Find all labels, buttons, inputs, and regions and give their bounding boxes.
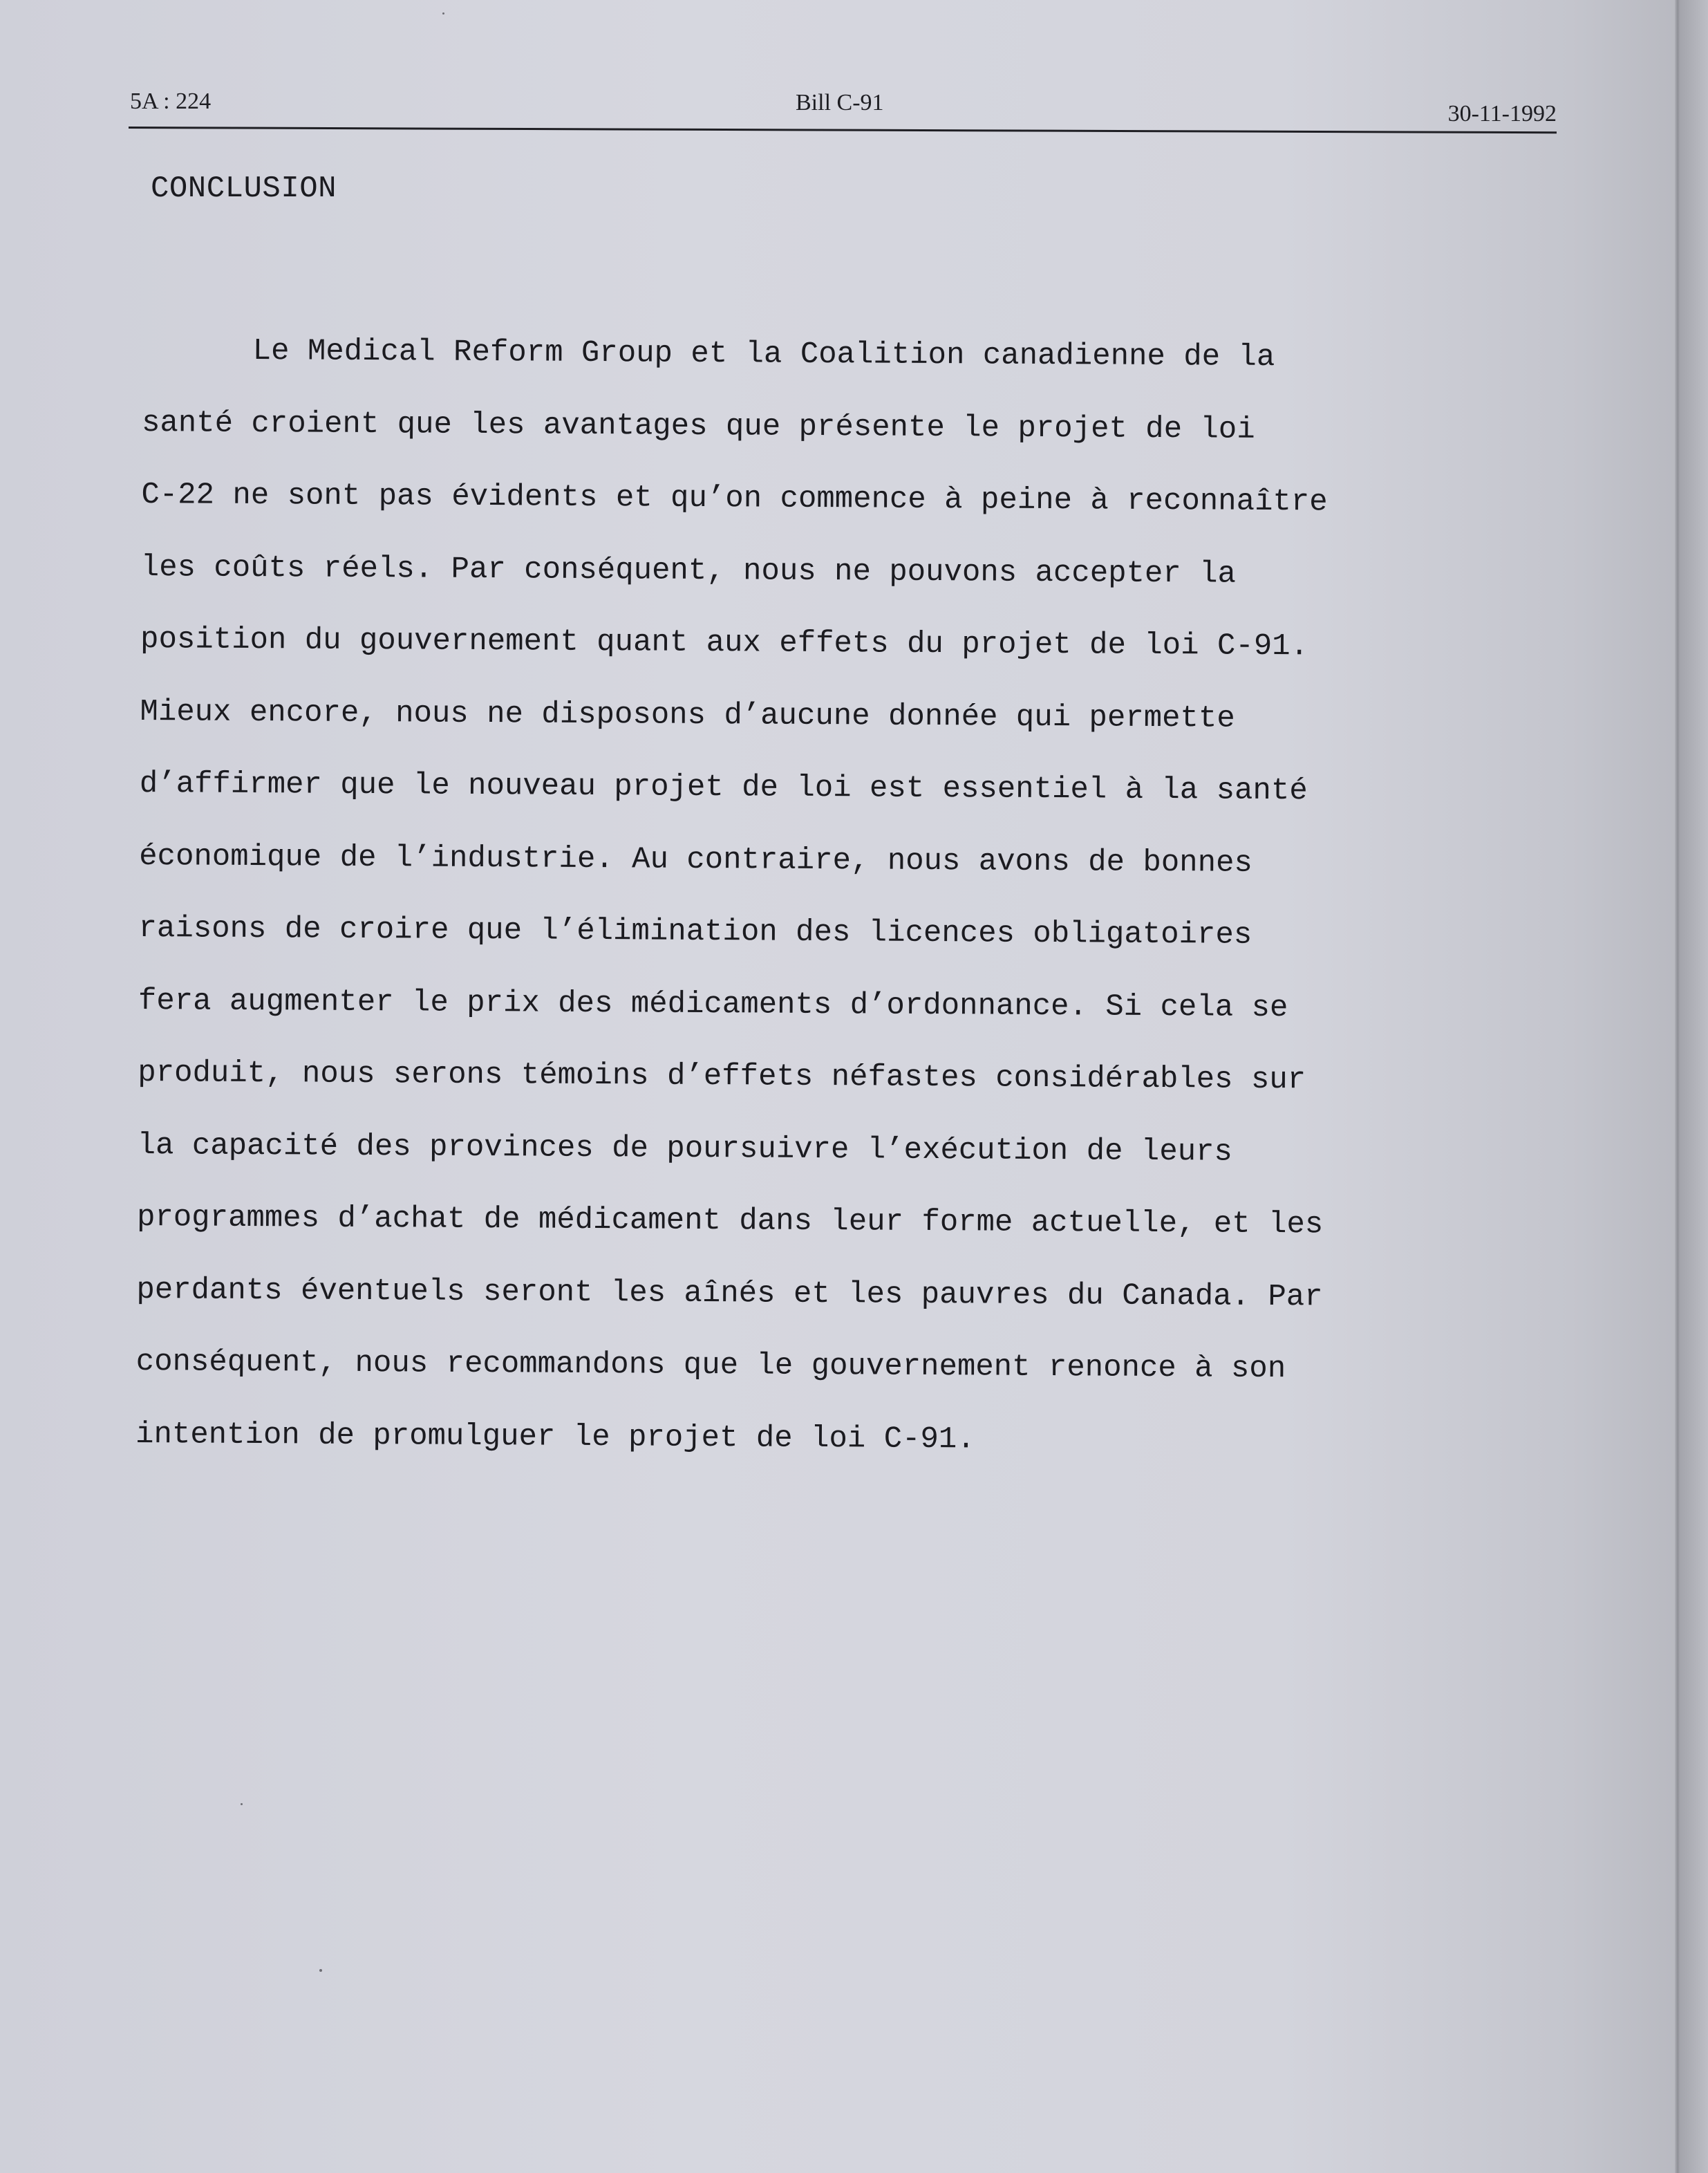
text-line: raisons de croire que l’élimination des licences obligatoires [138, 911, 1252, 953]
page-edge [1675, 0, 1680, 2173]
bill-title: Bill C-91 [796, 90, 884, 115]
show-through-text [135, 183, 1552, 255]
page-shadow [1680, 0, 1708, 2173]
text-line: intention de promulguer le projet de loi C-91. [135, 1417, 975, 1457]
text-line: produit, nous serons témoins d’effets néfastes considérables sur [138, 1055, 1306, 1098]
text-line: programmes d’achat de médicament dans leur forme actuelle, et les [136, 1200, 1324, 1242]
text-line: économique de l’industrie. Au contraire, nous avons de bonnes [139, 839, 1253, 881]
header-rule [129, 127, 1557, 133]
text-line: les coûts réels. Par conséquent, nous ne pouvons accepter la [140, 550, 1237, 592]
header-date: 30-11-1992 [1447, 101, 1557, 127]
page-number: 5A : 224 [130, 88, 212, 114]
section-heading: CONCLUSION [151, 171, 337, 206]
dust-speck [319, 1969, 322, 1972]
body-paragraph [135, 315, 1525, 1479]
text-line: la capacité des provinces de poursuivre l’exécution de leurs [137, 1128, 1233, 1170]
text-line: position du gouvernement quant aux effets du projet de loi C-91. [140, 622, 1309, 664]
text-line: Mieux encore, nous ne disposons d’aucune donnée qui permette [140, 694, 1235, 736]
dust-speck [442, 12, 444, 15]
page-header [129, 76, 1557, 138]
text-line: Le Medical Reform Group et la Coalition canadienne de la [252, 333, 1275, 375]
text-line: C-22 ne sont pas évidents et qu’on commence à peine à reconnaître [141, 477, 1328, 520]
text-line: perdants éventuels seront les aînés et les pauvres du Canada. Par [136, 1272, 1323, 1314]
dust-speck [241, 1803, 243, 1805]
text-line: conséquent, nous recommandons que le gouvernement renonce à son [135, 1344, 1286, 1387]
text-line: santé croient que les avantages que présente le projet de loi [141, 405, 1255, 447]
text-line: d’affirmer que le nouveau projet de loi est essentiel à la santé [139, 766, 1308, 809]
text-line: fera augmenter le prix des médicaments d’ordonnance. Si cela se [138, 983, 1288, 1025]
